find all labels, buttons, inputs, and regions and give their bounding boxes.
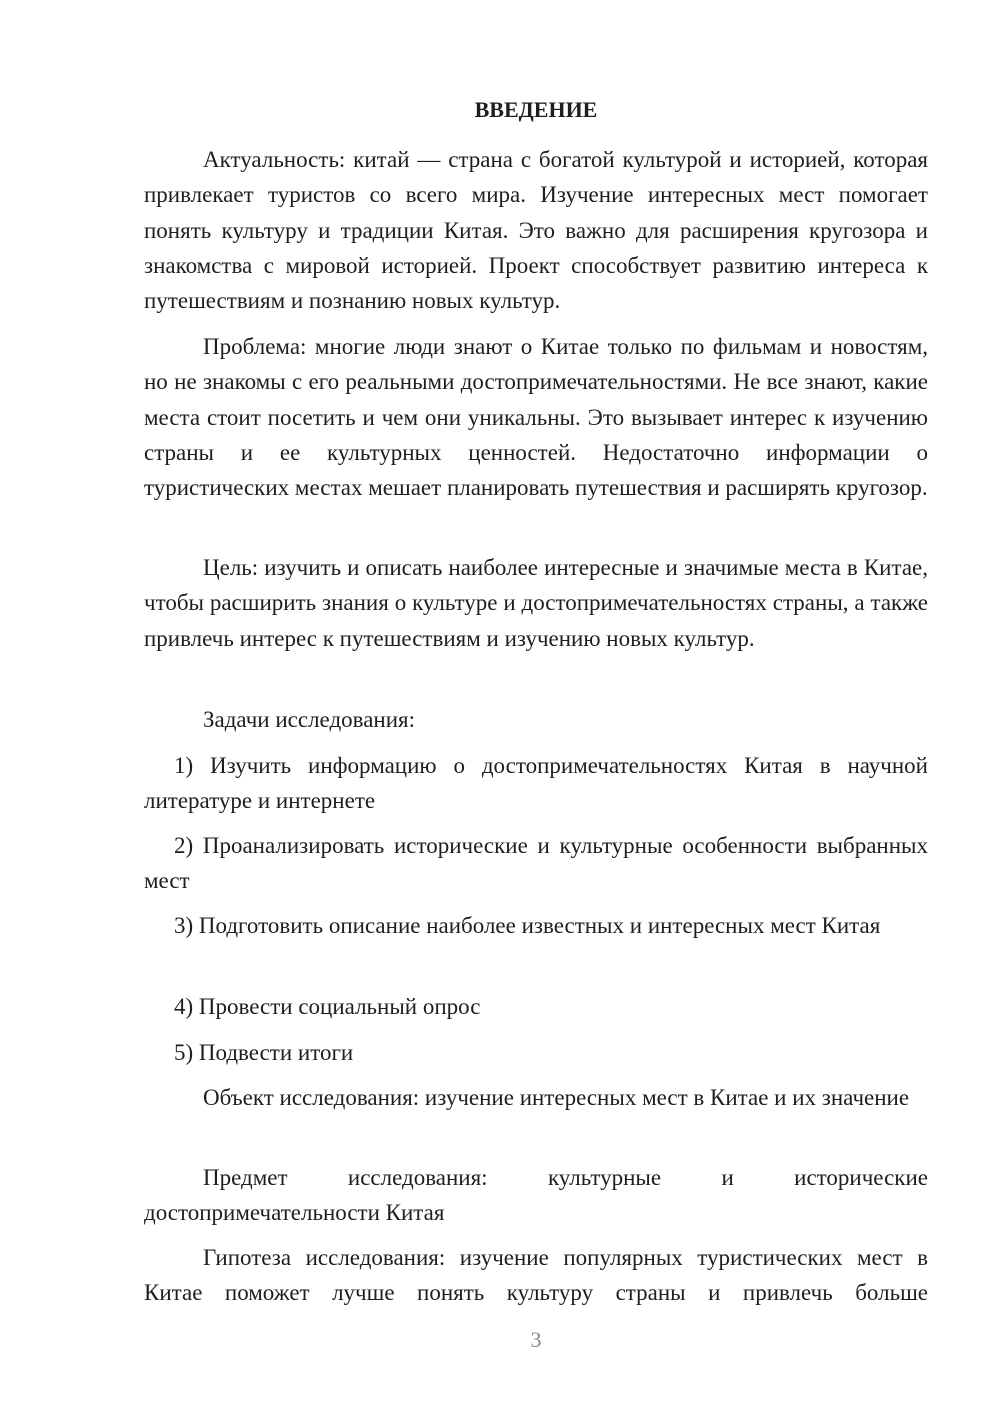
task-item-2: 2) Проанализировать исторические и культурные особенности выбранных мест xyxy=(144,833,928,894)
paragraph-object: Объект исследования: изучение интересных мест в Китае и их значение xyxy=(203,1085,910,1110)
paragraph-subject: Предмет исследования: культурные и исторические достопримечательности Китая xyxy=(144,1165,928,1226)
page-number: 3 xyxy=(530,1327,542,1352)
task-item-5: 5) Подвести итоги xyxy=(174,1040,354,1065)
paragraph-goal: Цель: изучить и описать наиболее интересные и значимые места в Китае, чтобы расширить знания о культуре и достопримечательностях страны, а также привлечь интерес к путешествиям и изучению новых культур. xyxy=(144,555,928,651)
document-page xyxy=(144,0,928,1414)
paragraph-problem: Проблема: многие люди знают о Китае только по фильмам и новостям, но не знакомы с его реальными достопримечательностями. Не все знают, какие места стоит посетить и чем они уникальны. Это вызывает интерес к изучению страны и ее культурных ценностей. Недостаточно информации о туристических местах мешает планировать путешествия и расширять кругозор. xyxy=(144,334,928,501)
task-item-1: 1) Изучить информацию о достопримечательностях Китая в научной литературе и интернете xyxy=(144,753,928,814)
task-item-3: 3) Подготовить описание наиболее известных и интересных мест Китая xyxy=(174,913,881,938)
task-item-4: 4) Провести социальный опрос xyxy=(174,994,481,1019)
tasks-title: Задачи исследования: xyxy=(203,707,416,732)
section-heading: ВВЕДЕНИЕ xyxy=(474,97,598,122)
paragraph-relevance: Актуальность: китай — страна с богатой культурой и историей, которая привлекает туристов со всего мира. Изучение интересных мест помогает понять культуру и традиции Китая. Это важно для расширения кругозора и знакомства с мировой историей. Проект способствует развитию интереса к путешествиям и познанию новых культур. xyxy=(144,147,928,314)
paragraph-hypothesis: Гипотеза исследования: изучение популярных туристических мест в Китае поможет лучше понять культуру страны и привлечь больше xyxy=(144,1245,928,1306)
